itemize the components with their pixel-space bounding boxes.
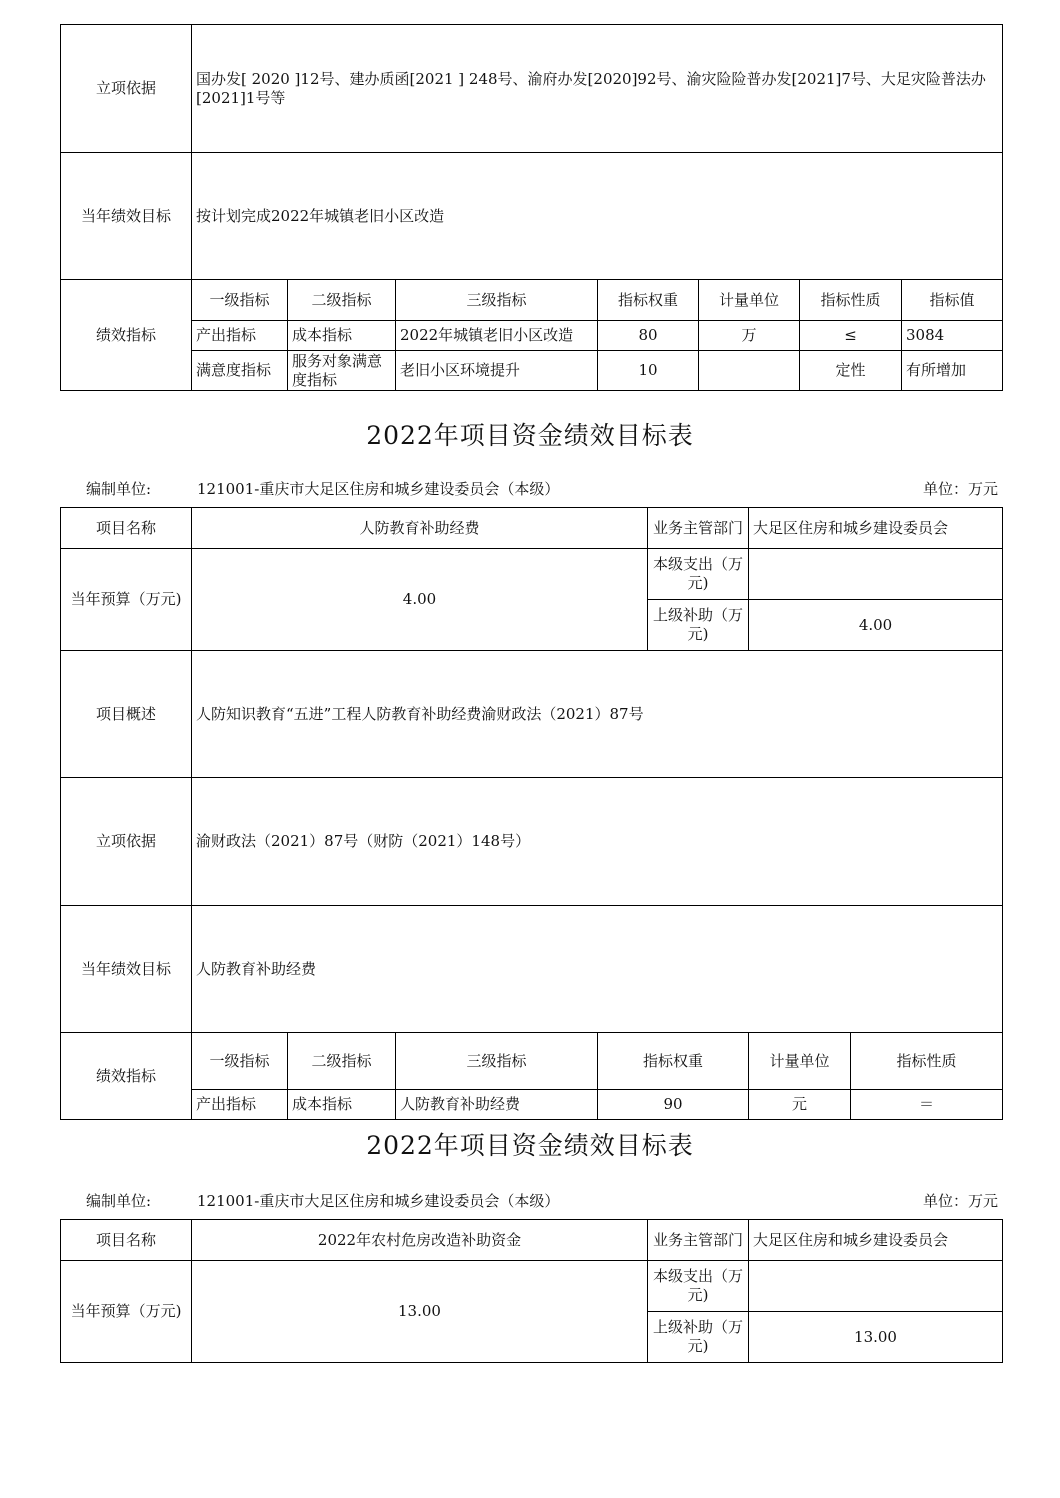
cell-level3: 人防教育补助经费 xyxy=(396,1090,598,1120)
header-level2: 二级指标 xyxy=(288,1033,396,1090)
cell-level1: 产出指标 xyxy=(192,1090,288,1120)
header-nature: 指标性质 xyxy=(800,280,902,321)
budget-value: 4.00 xyxy=(192,549,648,651)
performance-table-2 xyxy=(60,507,1003,1120)
superior-subsidy-value: 4.00 xyxy=(749,600,1003,651)
own-expense-label: 本级支出（万元) xyxy=(648,1261,749,1312)
header-unit: 计量单位 xyxy=(699,280,800,321)
cell-unit: 万 xyxy=(699,321,800,351)
cell-level2: 成本指标 xyxy=(288,1090,396,1120)
goal-label: 当年绩效目标 xyxy=(61,153,192,280)
form-meta xyxy=(60,478,1000,500)
cell-weight: 80 xyxy=(598,321,699,351)
org-value: 121001-重庆市大足区住房和城乡建设委员会（本级） xyxy=(197,1192,560,1210)
cell-weight: 90 xyxy=(598,1090,749,1120)
unit-text: 单位：万元 xyxy=(922,1192,998,1210)
budget-value: 13.00 xyxy=(192,1261,648,1363)
superior-subsidy-label: 上级补助（万元) xyxy=(648,1312,749,1363)
form-meta xyxy=(60,1190,1000,1212)
org-value: 121001-重庆市大足区住房和城乡建设委员会（本级） xyxy=(197,480,560,498)
own-expense-value xyxy=(749,549,1003,600)
header-value: 指标值 xyxy=(902,280,1003,321)
header-level1: 一级指标 xyxy=(192,1033,288,1090)
cell-level1: 满意度指标 xyxy=(192,351,288,391)
project-name: 2022年农村危房改造补助资金 xyxy=(192,1220,648,1261)
cell-value: 3084 xyxy=(902,321,1003,351)
cell-weight: 10 xyxy=(598,351,699,391)
cell-level3: 2022年城镇老旧小区改造 xyxy=(396,321,598,351)
header-weight: 指标权重 xyxy=(598,280,699,321)
overview-text: 人防知识教育“五进”工程人防教育补助经费渝财政法（2021）87号 xyxy=(192,651,1003,778)
indicators-label: 绩效指标 xyxy=(61,1033,192,1120)
goal-text: 按计划完成2022年城镇老旧小区改造 xyxy=(192,153,1003,280)
cell-nature: ≤ xyxy=(800,321,902,351)
indicators-label: 绩效指标 xyxy=(61,280,192,391)
own-expense-value xyxy=(749,1261,1003,1312)
org-label: 编制单位: xyxy=(86,1192,152,1210)
header-level2: 二级指标 xyxy=(288,280,396,321)
header-unit: 计量单位 xyxy=(749,1033,851,1090)
cell-unit: 元 xyxy=(749,1090,851,1120)
cell-nature: ＝ xyxy=(851,1090,1003,1120)
performance-table-3 xyxy=(60,1219,1003,1363)
unit-text: 单位：万元 xyxy=(922,480,998,498)
budget-label: 当年预算（万元) xyxy=(61,1261,192,1363)
org-label: 编制单位: xyxy=(86,480,152,498)
project-name: 人防教育补助经费 xyxy=(192,508,648,549)
project-name-label: 项目名称 xyxy=(61,508,192,549)
superior-subsidy-value: 13.00 xyxy=(749,1312,1003,1363)
superior-subsidy-label: 上级补助（万元) xyxy=(648,600,749,651)
table-row xyxy=(61,1090,1003,1120)
cell-unit xyxy=(699,351,800,391)
cell-level2: 服务对象满意度指标 xyxy=(288,351,396,391)
goal-label: 当年绩效目标 xyxy=(61,906,192,1033)
cell-level1: 产出指标 xyxy=(192,321,288,351)
basis-label: 立项依据 xyxy=(61,778,192,906)
cell-value: 有所增加 xyxy=(902,351,1003,391)
project-name-label: 项目名称 xyxy=(61,1220,192,1261)
header-level1: 一级指标 xyxy=(192,280,288,321)
section-title: 2022年项目资金绩效目标表 xyxy=(366,1131,694,1160)
performance-table-1 xyxy=(60,24,1003,391)
basis-text: 国办发[ 2020 ]12号、建办质函[2021 ] 248号、渝府办发[2020]92号、渝灾险险普办发[2021]7号、大足灾险普法办[2021]1号等 xyxy=(192,25,1003,153)
header-weight: 指标权重 xyxy=(598,1033,749,1090)
cell-nature: 定性 xyxy=(800,351,902,391)
dept-value: 大足区住房和城乡建设委员会 xyxy=(749,508,1003,549)
goal-text: 人防教育补助经费 xyxy=(192,906,1003,1033)
dept-label: 业务主管部门 xyxy=(648,508,749,549)
header-nature: 指标性质 xyxy=(851,1033,1003,1090)
cell-level3: 老旧小区环境提升 xyxy=(396,351,598,391)
own-expense-label: 本级支出（万元) xyxy=(648,549,749,600)
basis-label: 立项依据 xyxy=(61,25,192,153)
header-level3: 三级指标 xyxy=(396,1033,598,1090)
header-level3: 三级指标 xyxy=(396,280,598,321)
overview-label: 项目概述 xyxy=(61,651,192,778)
dept-value: 大足区住房和城乡建设委员会 xyxy=(749,1220,1003,1261)
basis-text: 渝财政法（2021）87号（财防（2021）148号） xyxy=(192,778,1003,906)
dept-label: 业务主管部门 xyxy=(648,1220,749,1261)
budget-label: 当年预算（万元) xyxy=(61,549,192,651)
table-row xyxy=(61,351,1003,391)
cell-level2: 成本指标 xyxy=(288,321,396,351)
section-title: 2022年项目资金绩效目标表 xyxy=(366,421,694,450)
table-row xyxy=(61,321,1003,351)
